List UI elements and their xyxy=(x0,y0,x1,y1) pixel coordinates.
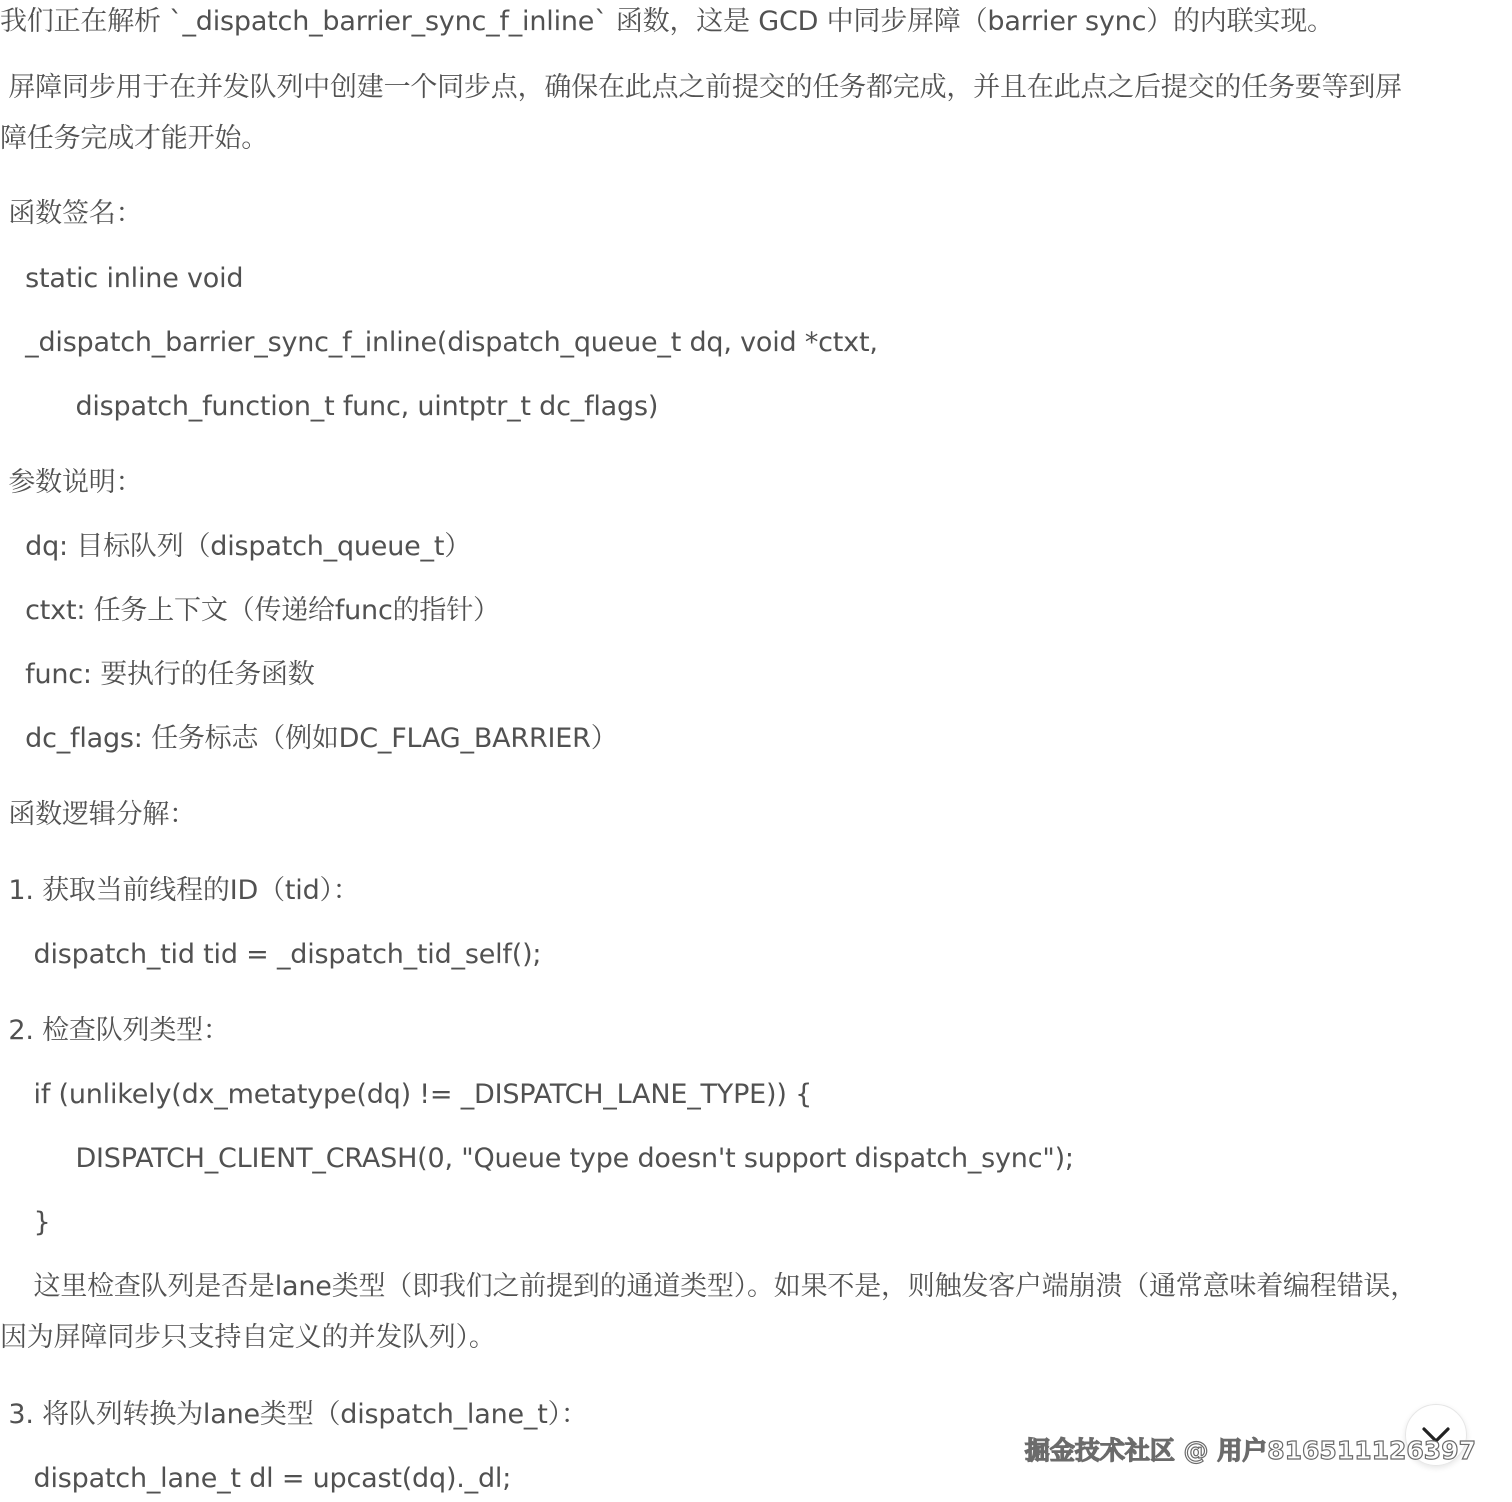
watermark: 掘金技术社区 @ 用户816511126397 xyxy=(1024,1436,1476,1465)
param-line: dc_flags: 任务标志（例如DC_FLAG_BARRIER） xyxy=(0,723,618,754)
param-line: dq: 目标队列（dispatch_queue_t） xyxy=(0,531,472,562)
paragraph-line: 屏障同步用于在并发队列中创建一个同步点，确保在此点之前提交的任务都完成，并且在此点之后提交的任务要等到屏 xyxy=(0,72,1402,103)
paragraph-line: 这里检查队列是否是lane类型（即我们之前提到的通道类型）。如果不是，则触发客户端崩溃（通常意味着编程错误， xyxy=(0,1271,1417,1302)
code-line: } xyxy=(0,1207,51,1238)
code-line: if (unlikely(dx_metatype(dq) != _DISPATCH_LANE_TYPE)) { xyxy=(0,1079,813,1110)
code-line: dispatch_tid tid = _dispatch_tid_self(); xyxy=(0,939,542,970)
param-line: ctxt: 任务上下文（传递给func的指针） xyxy=(0,595,500,626)
section-heading: 函数签名： xyxy=(0,198,143,229)
param-line: func: 要执行的任务函数 xyxy=(0,659,315,690)
code-line: _dispatch_barrier_sync_f_inline(dispatch_queue_t dq, void *ctxt, xyxy=(0,327,878,358)
section-heading: 参数说明： xyxy=(0,467,143,498)
paragraph-line: 因为屏障同步只支持自定义的并发队列）。 xyxy=(0,1322,496,1353)
intro-line: 我们正在解析 `_dispatch_barrier_sync_f_inline` 函数，这是 GCD 中同步屏障（barrier sync）的内联实现。 xyxy=(0,6,1334,37)
code-line: static inline void xyxy=(0,263,244,294)
step-heading: 3. 将队列转换为lane类型（dispatch_lane_t）： xyxy=(0,1399,588,1430)
section-heading: 函数逻辑分解： xyxy=(0,799,196,830)
step-heading: 2. 检查队列类型： xyxy=(0,1015,230,1046)
paragraph-line: 障任务完成才能开始。 xyxy=(0,123,268,154)
code-line: dispatch_function_t func, uintptr_t dc_flags) xyxy=(0,391,659,422)
code-line: dispatch_lane_t dl = upcast(dq)._dl; xyxy=(0,1463,512,1494)
code-line: DISPATCH_CLIENT_CRASH(0, "Queue type doesn't support dispatch_sync"); xyxy=(0,1143,1074,1174)
step-heading: 1. 获取当前线程的ID（tid）： xyxy=(0,875,360,906)
